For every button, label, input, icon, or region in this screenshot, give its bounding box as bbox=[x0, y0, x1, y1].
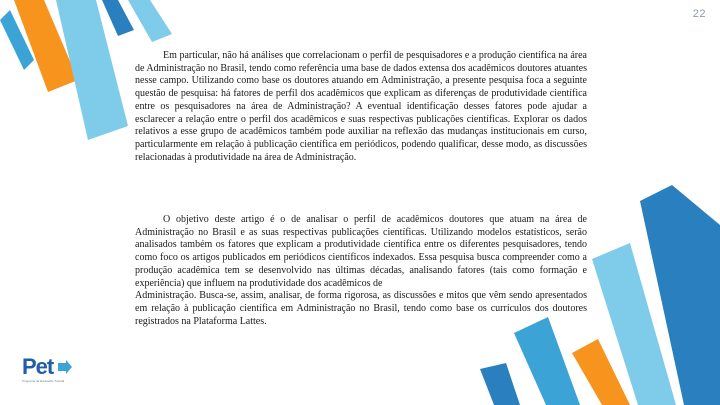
pet-logo-tagline: Programa de Educação Tutorial bbox=[22, 379, 65, 383]
stripe-dark-blue bbox=[102, 0, 134, 36]
excerpt-2-paragraph: O objetivo deste artigo é o de analisar o perfil de acadêmicos doutores que atuam na área de Administração no Brasil e as suas respectivas publicações científicas. Utilizando modelos estatísticos, serão analisados também os fatores que explicam a produtividade científica entre os diferentes pesquisadores, tendo como foco os artigos publicados em periódicos científicos indexados. Essa pesquisa busca compreender como a produção acadêmica tem se desenvolvido nas últimas décadas, analisando fatores (tais como formação e experiência) que influem na produtividade dos acadêmicos de bbox=[135, 214, 587, 289]
pet-logo-text: Pet bbox=[22, 354, 54, 379]
excerpt-2-continuation: Administração. Busca-se, assim, analisar, de forma rigorosa, as discussões e mitos que vêm sendo apresentados em relação à publicação científica em Administração no Brasil, tendo como base os currículos dos doutores registrados na Plataforma Lattes. bbox=[135, 290, 587, 327]
stripe-dark-blue-small bbox=[480, 363, 520, 405]
pet-logo bbox=[22, 354, 74, 384]
excerpt-1-paragraph: Em particular, não há análises que correlacionam o perfil de pesquisadores e a produção científica na área de Administração no Brasil, tendo como referência uma base de dados extensa dos acadêmicos doutores atuantes nesse campo. Utilizando como base os doutores atuando em Administração, a presente pesquisa foca a seguinte questão de pesquisa: há fatores de perfil dos acadêmicos que explicam as diferenças de produtividade científica entre os pesquisadores na área de Administração? A eventual identificação desses fatores pode ajudar a esclarecer a relação entre o perfil dos acadêmicos e suas respectivas publicações científicas. Explorar os dados relativos a esse grupo de acadêmicos também pode auxiliar na reflexão das mudanças institucionais em curso, particularmente em relação à publicação científica em periódicos, podendo qualificar, desse modo, as discussões relacionadas à produtividade na área de Administração. bbox=[135, 50, 587, 163]
stripe-mid-blue bbox=[514, 317, 580, 405]
pet-logo-arrow-icon bbox=[58, 360, 72, 374]
text-excerpt-1 bbox=[135, 50, 587, 164]
page-number: 22 bbox=[692, 8, 706, 20]
stripe-light-blue-small bbox=[128, 0, 172, 42]
text-excerpt-2 bbox=[135, 214, 587, 328]
